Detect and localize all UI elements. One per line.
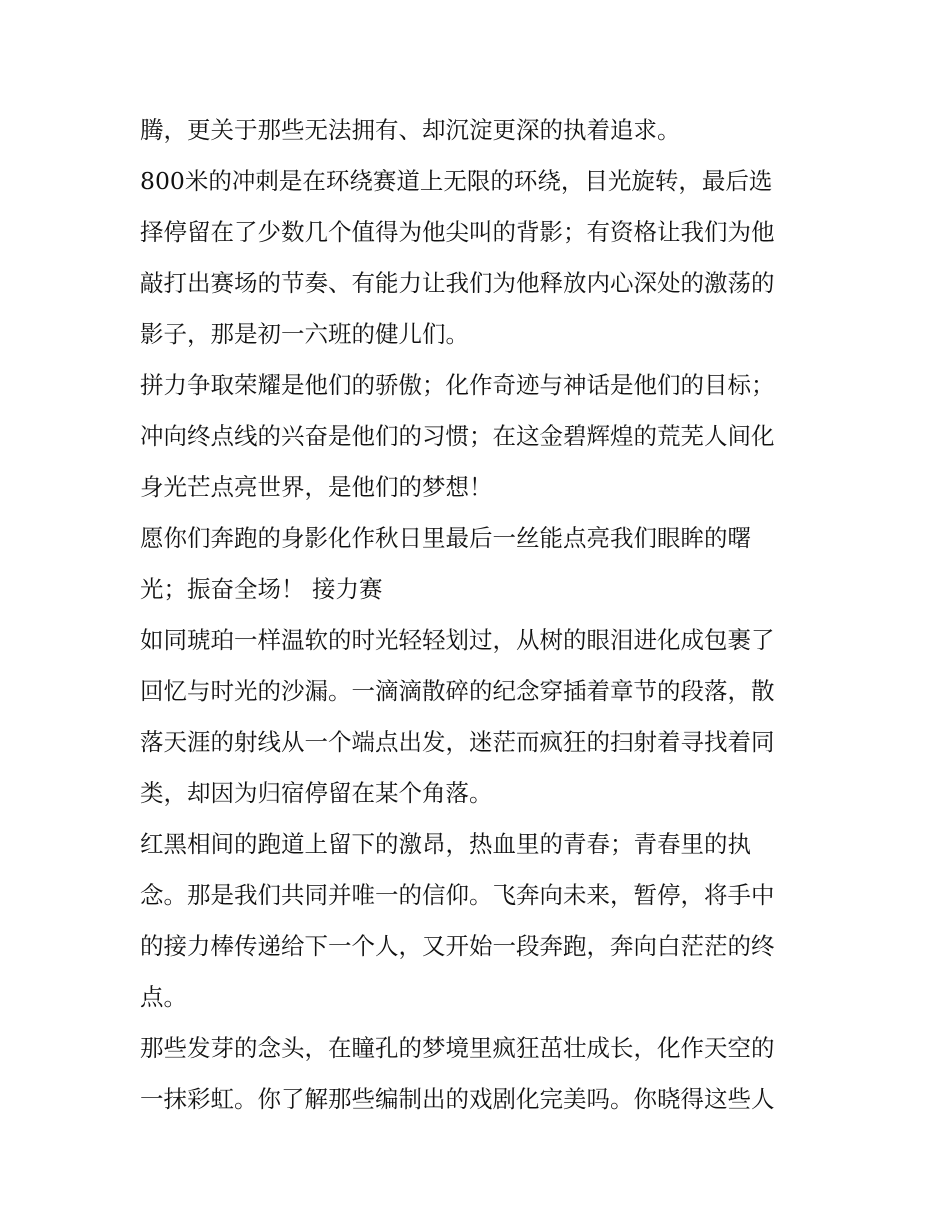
- text-line: 愿你们奔跑的身影化作秋日里最后一丝能点亮我们眼眸的曙: [140, 524, 751, 552]
- text-line: 念。那是我们共同并唯一的信仰。飞奔向未来，暂停，将手中: [140, 881, 775, 909]
- text-line: 一抹彩虹。你了解那些编制出的戏剧化完美吗。你晓得这些人: [140, 1085, 775, 1113]
- text-line: 落天涯的射线从一个端点出发，迷茫而疯狂的扫射着寻找着同: [140, 728, 775, 756]
- text-line: 那些发芽的念头，在瞳孔的梦境里疯狂茁壮成长，化作天空的: [140, 1034, 775, 1062]
- text-line: 冲向终点线的兴奋是他们的习惯；在这金碧辉煌的荒芜人间化: [140, 422, 775, 450]
- text-line: 身光芒点亮世界，是他们的梦想！: [140, 473, 493, 501]
- text-line: 拼力争取荣耀是他们的骄傲；化作奇迹与神话是他们的目标；: [140, 371, 775, 399]
- text-line: 影子，那是初一六班的健儿们。: [140, 320, 469, 348]
- text-line: 类，却因为归宿停留在某个角落。: [140, 779, 493, 807]
- text-line: 腾，更关于那些无法拥有、却沉淀更深的执着追求。: [140, 116, 681, 144]
- text-line: 光；振奋全场！ 接力赛: [140, 575, 383, 603]
- text-line: 800米的冲刺是在环绕赛道上无限的环绕，目光旋转，最后选: [140, 167, 773, 195]
- text-line: 择停留在了少数几个值得为他尖叫的背影；有资格让我们为他: [140, 218, 775, 246]
- text-line: 的接力棒传递给下一个人，又开始一段奔跑，奔向白茫茫的终: [140, 932, 775, 960]
- text-line: 点。: [140, 983, 187, 1011]
- text-line: 如同琥珀一样温软的时光轻轻划过，从树的眼泪进化成包裹了: [140, 626, 775, 654]
- text-line: 红黑相间的跑道上留下的激昂，热血里的青春；青春里的执: [140, 830, 751, 858]
- text-line: 敲打出赛场的节奏、有能力让我们为他释放内心深处的激荡的: [140, 269, 775, 297]
- text-line: 回忆与时光的沙漏。一滴滴散碎的纪念穿插着章节的段落，散: [140, 677, 775, 705]
